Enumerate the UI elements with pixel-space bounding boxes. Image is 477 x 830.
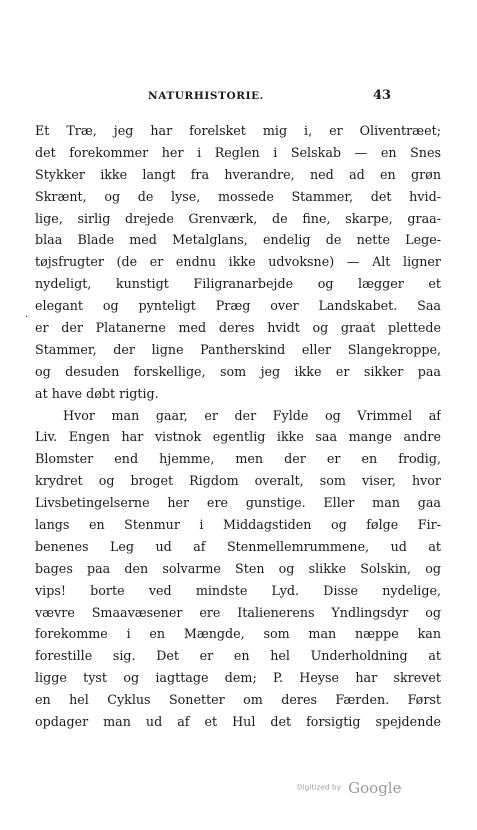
text-line: er der Platanerne med deres hvidt og graat plettede	[35, 320, 441, 336]
text-line: Blomster end hjemme, men der er en frodig,	[35, 451, 441, 467]
text-line: Livsbetingelserne her ere gunstige. Eller man gaa	[35, 495, 441, 511]
text-line: tøjsfrugter (de er endnu ikke udvoksne) — Alt ligner	[35, 254, 441, 270]
text-line: Skrænt, og de lyse, mossede Stammer, det hvid-	[35, 188, 441, 204]
body-text	[35, 120, 441, 733]
text-line: krydret og broget Rigdom overalt, som viser, hvor	[35, 473, 441, 489]
digitized-by-label: Digitized by	[297, 783, 342, 792]
text-line: forekomme i en Mængde, som man næppe kan	[35, 626, 441, 642]
text-line: nydeligt, kunstigt Filigranarbejde og lægger et	[35, 276, 441, 292]
text-line: forestille sig. Det er en hel Underholdning at	[35, 648, 441, 664]
text-line: at have døbt rigtig.	[35, 385, 159, 401]
text-line: bages paa den solvarme Sten og slikke Solskin, og	[35, 560, 441, 576]
text-line: blaa Blade med Metalglans, endelig de nette Lege-	[35, 232, 441, 248]
text-line: det forekommer her i Reglen i Selskab — en Snes	[35, 144, 441, 160]
text-line: benenes Leg ud af Stenmellemrummene, ud at	[35, 538, 441, 554]
text-line: opdager man ud af et Hul det forsigtig spejdende	[35, 714, 441, 730]
text-line: Stykker ikke langt fra hverandre, ned ad en grøn	[35, 166, 441, 182]
google-logo: Google	[348, 778, 402, 797]
text-line: vips! borte ved mindste Lyd. Disse nydelige,	[35, 582, 441, 598]
running-title: NATURHISTORIE.	[148, 90, 264, 102]
page-number: 43	[373, 88, 392, 103]
digitization-watermark	[297, 777, 401, 797]
text-line: elegant og pynteligt Præg over Landskabet. Saa	[35, 298, 441, 314]
text-line: ligge tyst og iagttage dem; P. Heyse har skrevet	[35, 670, 441, 686]
text-line: langs en Stenmur i Middagstiden og følge Fir-	[35, 517, 441, 533]
text-line: en hel Cyklus Sonetter om deres Færden. Først	[35, 692, 441, 708]
text-line: Et Træ, jeg har forelsket mig i, er Oliventræet;	[35, 123, 441, 138]
text-line: Stammer, der ligne Pantherskind eller Slangekroppe,	[35, 341, 441, 357]
text-line: Liv. Engen har vistnok egentlig ikke saa mange andre	[35, 429, 441, 445]
text-line: vævre Smaavæsener ere Italienerens Yndlingsdyr og	[35, 604, 441, 620]
margin-mark: ·	[25, 312, 29, 323]
text-line: lige, sirlig drejede Grenværk, de fine, skarpe, graa-	[35, 210, 441, 226]
text-line: Hvor man gaar, er der Fylde og Vrimmel af	[63, 407, 441, 423]
text-line: og desuden forskellige, som jeg ikke er sikker paa	[35, 363, 441, 379]
